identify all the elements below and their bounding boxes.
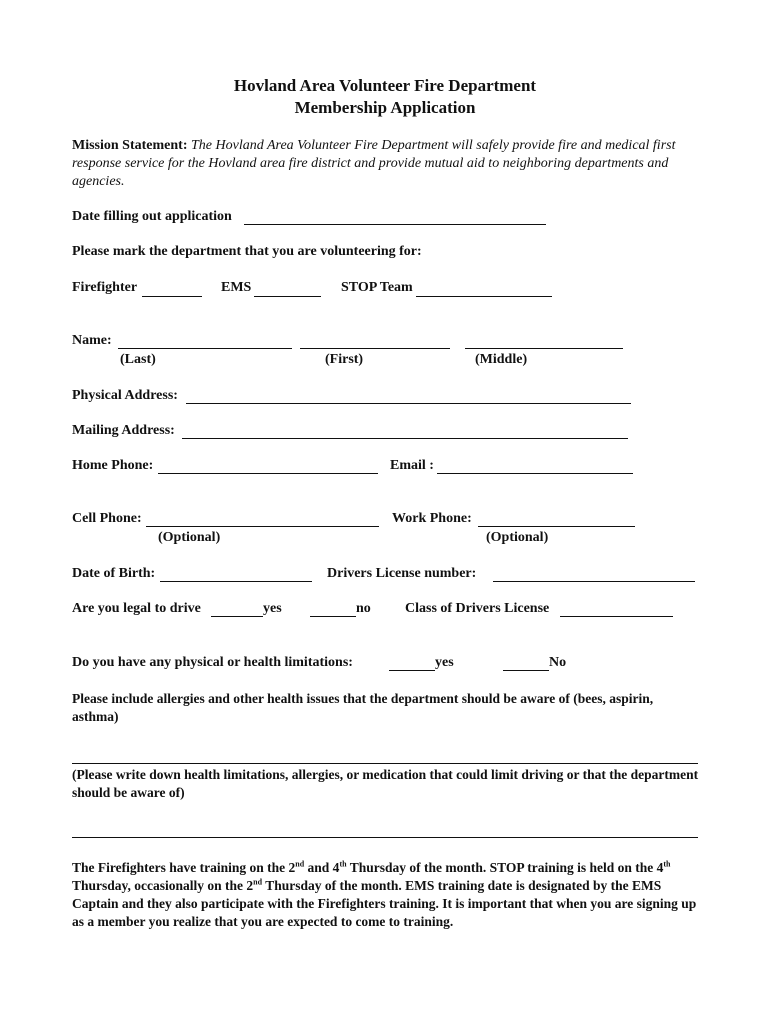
home-phone-field[interactable] bbox=[158, 473, 378, 474]
license-class-label: Class of Drivers License bbox=[405, 601, 550, 616]
form-subtitle: Membership Application bbox=[294, 98, 476, 117]
legal-drive-question: Are you legal to drive bbox=[72, 601, 201, 616]
health-no-label: No bbox=[549, 655, 567, 670]
work-phone-label: Work Phone: bbox=[392, 511, 472, 526]
legal-drive-no-label: no bbox=[356, 601, 371, 616]
dob-field[interactable] bbox=[160, 581, 312, 582]
email-label: Email : bbox=[390, 458, 434, 473]
allergies-prompt: Please include allergies and other health issues that the department should be aware of (bees, aspirin, asthma) bbox=[72, 691, 654, 724]
health-yes-field[interactable] bbox=[389, 670, 435, 671]
training-text-3: Thursday of the month. STOP training is held on the 4 bbox=[346, 860, 664, 875]
legal-drive-yes-field[interactable] bbox=[211, 616, 263, 617]
license-number-label: Drivers License number: bbox=[327, 566, 477, 581]
health-no-field[interactable] bbox=[503, 670, 549, 671]
limitations-prompt: (Please write down health limitations, allergies, or medication that could limit driving or that the department should be aware of) bbox=[72, 767, 699, 800]
ems-mark-field[interactable] bbox=[254, 296, 321, 297]
training-paragraph bbox=[72, 859, 702, 931]
physical-address-field[interactable] bbox=[186, 403, 631, 404]
first-name-field[interactable] bbox=[300, 348, 450, 349]
training-sup-1: nd bbox=[295, 859, 305, 869]
cell-optional-caption: (Optional) bbox=[158, 530, 221, 545]
stop-team-mark-field[interactable] bbox=[416, 296, 552, 297]
cell-phone-label: Cell Phone: bbox=[72, 511, 142, 526]
department-prompt: Please mark the department that you are volunteering for: bbox=[72, 244, 422, 259]
legal-drive-yes-label: yes bbox=[263, 601, 282, 616]
mailing-address-field[interactable] bbox=[182, 438, 628, 439]
work-phone-field[interactable] bbox=[478, 526, 635, 527]
dob-label: Date of Birth: bbox=[72, 566, 156, 581]
middle-caption: (Middle) bbox=[475, 352, 528, 367]
middle-name-field[interactable] bbox=[465, 348, 623, 349]
cell-phone-field[interactable] bbox=[146, 526, 379, 527]
last-name-field[interactable] bbox=[118, 348, 292, 349]
health-question: Do you have any physical or health limitations: bbox=[72, 655, 353, 670]
limitations-field[interactable] bbox=[72, 837, 698, 838]
training-text-5: Thursday of the month. EMS training date is designated by the EMS Captain and they also participate with the Firefighters training. It is important that when you are signing up as a member you realize that you are expected to come to training. bbox=[72, 878, 697, 929]
training-text-1: The Firefighters have training on the 2 bbox=[72, 860, 296, 875]
last-caption: (Last) bbox=[120, 352, 156, 367]
ems-label: EMS bbox=[221, 280, 252, 295]
home-phone-label: Home Phone: bbox=[72, 458, 154, 473]
first-caption: (First) bbox=[325, 352, 364, 367]
physical-address-label: Physical Address: bbox=[72, 388, 178, 403]
firefighter-label: Firefighter bbox=[72, 280, 138, 295]
work-optional-caption: (Optional) bbox=[486, 530, 549, 545]
training-sup-3: th bbox=[663, 859, 671, 869]
license-class-field[interactable] bbox=[560, 616, 673, 617]
training-sup-4: nd bbox=[253, 877, 263, 887]
stop-team-label: STOP Team bbox=[341, 280, 413, 295]
date-filling-label: Date filling out application bbox=[72, 209, 232, 224]
date-filling-field[interactable] bbox=[244, 224, 546, 225]
training-text-2: and 4 bbox=[304, 860, 340, 875]
health-yes-label: yes bbox=[435, 655, 454, 670]
mission-label: Mission Statement: bbox=[72, 138, 188, 153]
allergies-field[interactable] bbox=[72, 763, 698, 764]
training-sup-2: th bbox=[339, 859, 347, 869]
firefighter-mark-field[interactable] bbox=[142, 296, 202, 297]
license-number-field[interactable] bbox=[493, 581, 695, 582]
mailing-address-label: Mailing Address: bbox=[72, 423, 175, 438]
mission-text: The Hovland Area Volunteer Fire Department will safely provide fire and medical first response service for the Hovland area fire district and provide mutual aid to neighboring departments and agencies. bbox=[72, 138, 676, 189]
legal-drive-no-field[interactable] bbox=[310, 616, 356, 617]
training-text-4: Thursday, occasionally on the 2 bbox=[72, 878, 254, 893]
email-field[interactable] bbox=[437, 473, 633, 474]
name-label: Name: bbox=[72, 333, 112, 348]
mission-statement bbox=[72, 137, 702, 191]
form-title: Hovland Area Volunteer Fire Department bbox=[233, 76, 537, 95]
